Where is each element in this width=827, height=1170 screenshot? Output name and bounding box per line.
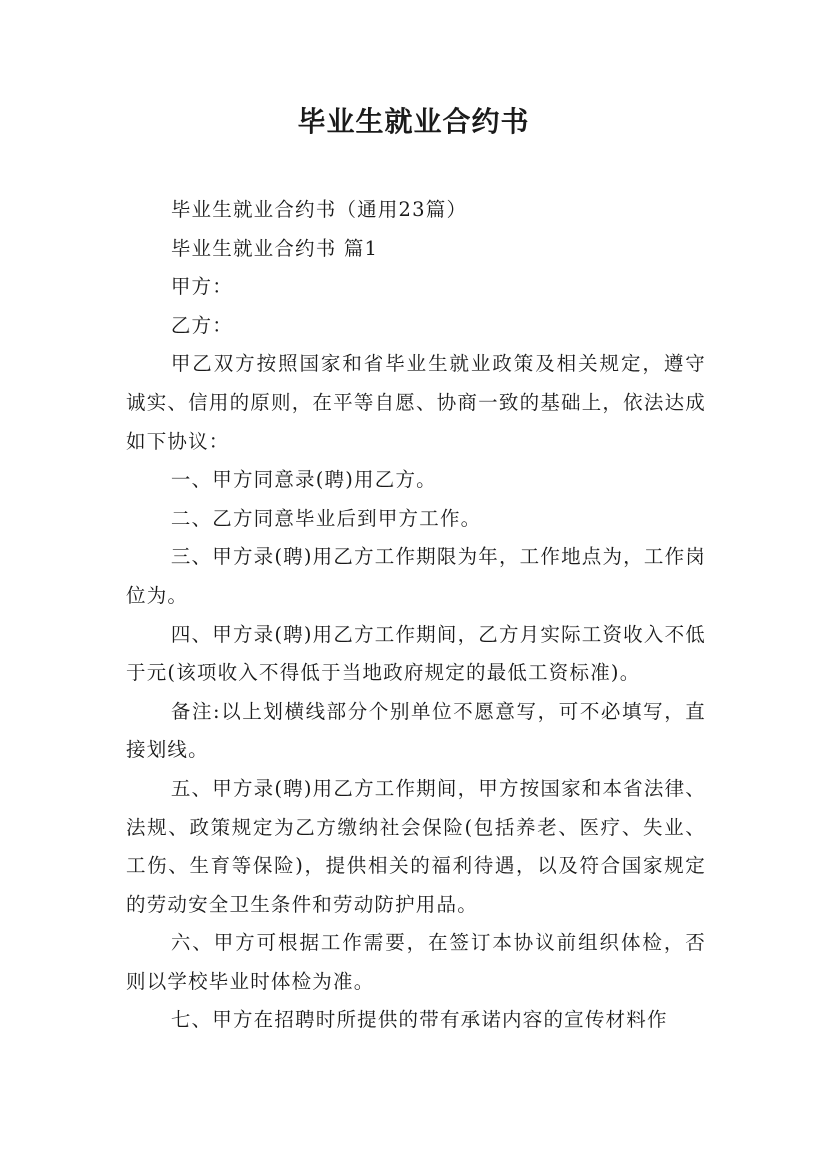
document-subtitle: 毕业生就业合约书（通用23篇） — [170, 198, 468, 221]
remark-note: 备注:以上划横线部分个别单位不愿意写，可不必填写，直接划线。 — [126, 699, 706, 762]
clause-3: 三、甲方录(聘)用乙方工作期限为年，工作地点为，工作岗位为。 — [126, 545, 706, 607]
clause-4: 四、甲方录(聘)用乙方工作期间，乙方月实际工资收入不低于元(该项收入不得低于当地政府规定的最低工资标准)。 — [126, 622, 706, 685]
clause-5: 五、甲方录(聘)用乙方工作期间，甲方按国家和本省法律、法规、政策规定为乙方缴纳社会保险(包括养老、医疗、失业、工伤、生育等保险)，提供相关的福利待遇，以及符合国家规定的劳动安全卫生条件和劳动防护用品。 — [126, 776, 706, 916]
section-heading: 毕业生就业合约书 篇1 — [170, 236, 379, 260]
document-body — [126, 191, 706, 1040]
clause-6: 六、甲方可根据工作需要，在签订本协议前组织体检，否则以学校毕业时体检为准。 — [126, 931, 706, 993]
document-title: 毕业生就业合约书 — [297, 105, 530, 138]
clause-2: 二、乙方同意毕业后到甲方工作。 — [170, 506, 482, 530]
party-a-label: 甲方： — [170, 275, 233, 299]
party-b-label: 乙方： — [170, 313, 233, 337]
intro-paragraph: 甲乙双方按照国家和省毕业生就业政策及相关规定，遵守诚实、信用的原则，在平等自愿、协商一致的基础上，依法达成如下协议： — [126, 352, 706, 453]
clause-1: 一、甲方同意录(聘)用乙方。 — [170, 468, 437, 492]
clause-7: 七、甲方在招聘时所提供的带有承诺内容的宣传材料作 — [170, 1008, 668, 1032]
